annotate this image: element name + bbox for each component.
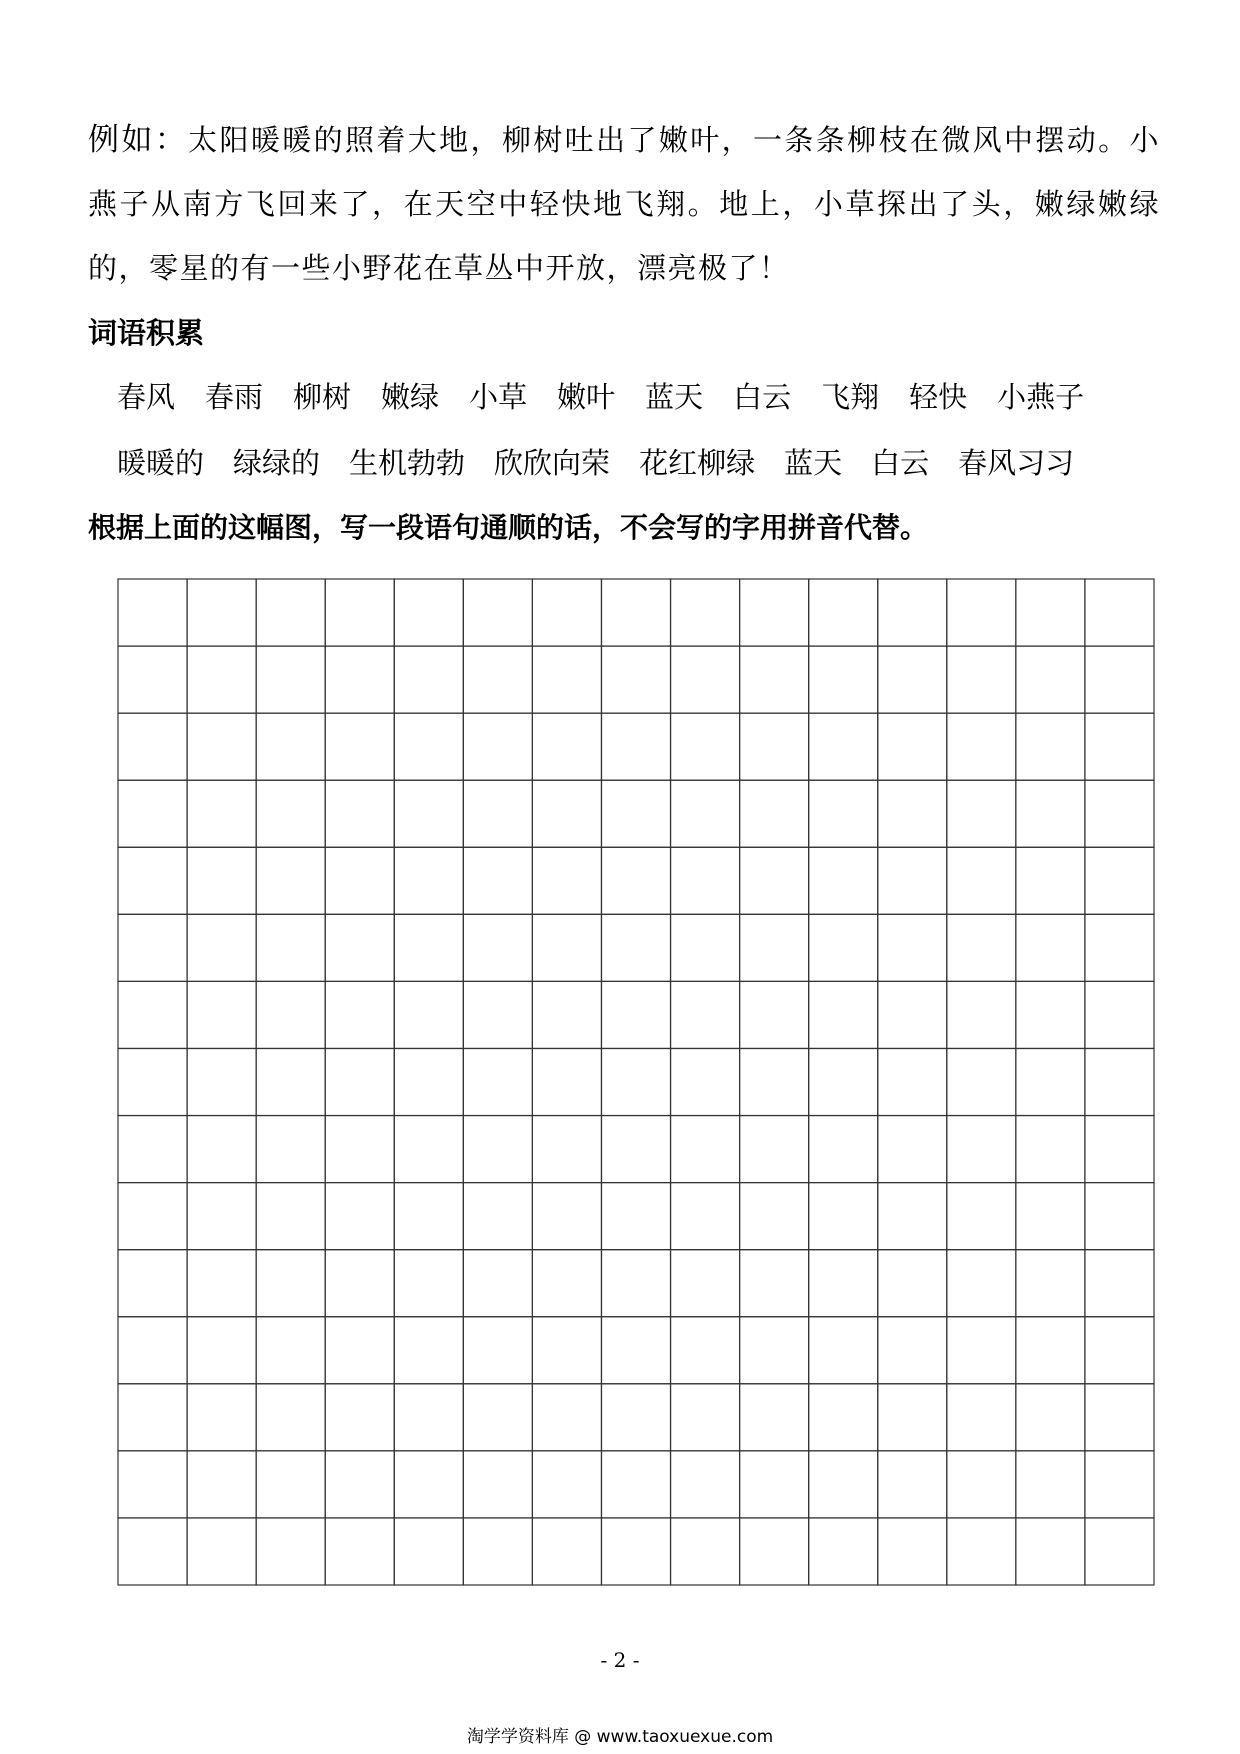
vocab-row-1 — [117, 375, 1114, 419]
example-text: 太阳暖暖的照着大地，柳树吐出了嫩叶，一条条柳枝在微风中摆动。小燕子从南方飞回来了，在天空中轻快地飞翔。地上，小草探出了头，嫩绿嫩绿的，零星的有一些小野花在草丛中开放，漂亮极了！ — [88, 123, 1160, 285]
grid-cell — [947, 914, 1016, 981]
grid-cell — [671, 981, 740, 1048]
grid-cell — [118, 1048, 187, 1115]
grid-cell — [256, 1250, 325, 1317]
grid-cell — [671, 780, 740, 847]
grid-cell — [118, 646, 187, 713]
grid-cell — [601, 1183, 670, 1250]
grid-cell — [256, 713, 325, 780]
grid-cell — [325, 579, 394, 646]
grid-cell — [1085, 579, 1154, 646]
grid-cell — [1016, 847, 1085, 914]
grid-cell — [947, 981, 1016, 1048]
vocab-word: 轻快 — [909, 380, 968, 414]
grid-cell — [463, 1384, 532, 1451]
vocab-heading: 词语积累 — [88, 316, 205, 350]
vocab-word: 春风 — [117, 380, 176, 414]
grid-cell — [671, 1317, 740, 1384]
grid-cell — [463, 1518, 532, 1585]
grid-cell — [878, 646, 947, 713]
grid-cell — [118, 579, 187, 646]
vocab-word: 小草 — [469, 380, 528, 414]
grid-cell — [394, 713, 463, 780]
grid-cell — [394, 1518, 463, 1585]
grid-cell — [463, 1451, 532, 1518]
grid-cell — [671, 646, 740, 713]
grid-cell — [878, 1048, 947, 1115]
grid-cell — [325, 1183, 394, 1250]
grid-cell — [671, 579, 740, 646]
grid-cell — [1085, 1116, 1154, 1183]
grid-cell — [601, 1518, 670, 1585]
grid-cell — [740, 713, 809, 780]
grid-cell — [947, 1384, 1016, 1451]
grid-cell — [118, 1518, 187, 1585]
grid-cell — [740, 1048, 809, 1115]
grid-cell — [740, 1384, 809, 1451]
grid-cell — [809, 914, 878, 981]
vocab-word: 欣欣向荣 — [494, 446, 611, 480]
grid-cell — [1085, 914, 1154, 981]
vocab-word: 飞翔 — [821, 380, 880, 414]
grid-cell — [187, 1183, 256, 1250]
grid-cell — [1085, 847, 1154, 914]
grid-cell — [1016, 914, 1085, 981]
grid-cell — [601, 1451, 670, 1518]
grid-cell — [671, 1116, 740, 1183]
grid-cell — [878, 780, 947, 847]
vocab-word: 嫩叶 — [557, 380, 616, 414]
grid-cell — [532, 1518, 601, 1585]
grid-cell — [394, 981, 463, 1048]
vocab-word: 蓝天 — [645, 380, 704, 414]
writing-instruction: 根据上面的这幅图，写一段语句通顺的话，不会写的字用拼音代替。 — [88, 511, 929, 544]
grid-cell — [118, 1317, 187, 1384]
grid-cell — [1085, 713, 1154, 780]
grid-cell — [878, 1451, 947, 1518]
grid-cell — [809, 1183, 878, 1250]
grid-cell — [532, 713, 601, 780]
grid-cell — [601, 1116, 670, 1183]
grid-cell — [601, 780, 670, 847]
grid-cell — [809, 1048, 878, 1115]
grid-cell — [256, 981, 325, 1048]
grid-cell — [1085, 646, 1154, 713]
grid-cell — [463, 1317, 532, 1384]
grid-cell — [671, 1048, 740, 1115]
grid-cell — [256, 1451, 325, 1518]
grid-cell — [256, 847, 325, 914]
grid-cell — [118, 1451, 187, 1518]
grid-cell — [1016, 579, 1085, 646]
grid-cell — [256, 1048, 325, 1115]
grid-cell — [878, 1518, 947, 1585]
grid-cell — [740, 847, 809, 914]
grid-cell — [256, 914, 325, 981]
grid-cell — [394, 1116, 463, 1183]
grid-cell — [671, 1183, 740, 1250]
grid-cell — [187, 1384, 256, 1451]
grid-cell — [532, 1116, 601, 1183]
grid-cell — [187, 1250, 256, 1317]
grid-cell — [256, 1183, 325, 1250]
grid-cell — [740, 646, 809, 713]
grid-cell — [1085, 1183, 1154, 1250]
grid-cell — [463, 713, 532, 780]
grid-cell — [325, 1451, 394, 1518]
grid-cell — [809, 847, 878, 914]
grid-cell — [532, 579, 601, 646]
grid-cell — [671, 1384, 740, 1451]
grid-cell — [601, 646, 670, 713]
grid-cell — [394, 579, 463, 646]
grid-cell — [1016, 1384, 1085, 1451]
example-paragraph — [88, 108, 1160, 300]
grid-cell — [463, 1116, 532, 1183]
grid-cell — [947, 1116, 1016, 1183]
grid-cell — [532, 1250, 601, 1317]
grid-cell — [947, 1518, 1016, 1585]
grid-cell — [601, 981, 670, 1048]
grid-cell — [325, 914, 394, 981]
vocab-word: 春风习习 — [958, 446, 1075, 480]
grid-cell — [1085, 981, 1154, 1048]
grid-cell — [671, 1518, 740, 1585]
grid-cell — [740, 1183, 809, 1250]
grid-cell — [532, 1317, 601, 1384]
grid-cell — [532, 914, 601, 981]
grid-cell — [532, 1451, 601, 1518]
grid-cell — [394, 914, 463, 981]
grid-cell — [947, 713, 1016, 780]
grid-cell — [878, 1183, 947, 1250]
grid-cell — [947, 780, 1016, 847]
grid-cell — [1016, 780, 1085, 847]
grid-cell — [325, 1518, 394, 1585]
grid-cell — [740, 579, 809, 646]
grid-cell — [740, 780, 809, 847]
vocab-word: 春雨 — [205, 380, 264, 414]
grid-cell — [187, 981, 256, 1048]
grid-cell — [118, 1116, 187, 1183]
vocab-row-2 — [117, 441, 1103, 485]
grid-cell — [532, 1384, 601, 1451]
grid-cell — [1085, 1451, 1154, 1518]
vocab-word: 柳树 — [293, 380, 352, 414]
vocab-word: 蓝天 — [784, 446, 843, 480]
grid-cell — [325, 646, 394, 713]
grid-cell — [463, 914, 532, 981]
grid-cell — [947, 1048, 1016, 1115]
grid-cell — [394, 1317, 463, 1384]
grid-cell — [325, 1384, 394, 1451]
grid-cell — [118, 1384, 187, 1451]
grid-cell — [118, 981, 187, 1048]
vocab-word: 嫩绿 — [381, 380, 440, 414]
grid-cell — [809, 646, 878, 713]
grid-cell — [187, 713, 256, 780]
grid-cell — [671, 847, 740, 914]
grid-cell — [256, 1116, 325, 1183]
grid-cell — [809, 780, 878, 847]
grid-cell — [671, 1250, 740, 1317]
grid-cell — [1085, 1384, 1154, 1451]
grid-cell — [1016, 1317, 1085, 1384]
grid-cell — [1016, 1048, 1085, 1115]
grid-cell — [325, 981, 394, 1048]
grid-cell — [878, 1317, 947, 1384]
grid-cell — [878, 847, 947, 914]
grid-cell — [463, 780, 532, 847]
vocab-word: 白云 — [871, 446, 930, 480]
grid-cell — [394, 1250, 463, 1317]
footer-watermark: 淘学学资料库 @ www.taoxuexue.com — [466, 1727, 774, 1747]
grid-cell — [809, 1451, 878, 1518]
grid-cell — [878, 914, 947, 981]
grid-cell — [532, 847, 601, 914]
grid-cell — [740, 1116, 809, 1183]
grid-cell — [1016, 1250, 1085, 1317]
grid-cell — [601, 579, 670, 646]
grid-cell — [187, 579, 256, 646]
vocab-word: 生机勃勃 — [349, 446, 466, 480]
grid-cell — [118, 1250, 187, 1317]
grid-cell — [187, 646, 256, 713]
grid-cell — [878, 981, 947, 1048]
grid-cell — [118, 713, 187, 780]
grid-cell — [601, 847, 670, 914]
grid-cell — [394, 1183, 463, 1250]
grid-cell — [532, 1048, 601, 1115]
grid-cell — [325, 780, 394, 847]
page-number: - 2 - — [600, 1648, 640, 1672]
vocab-word: 小燕子 — [997, 380, 1085, 414]
grid-cell — [1085, 1317, 1154, 1384]
grid-cell — [947, 1183, 1016, 1250]
grid-cell — [1016, 713, 1085, 780]
grid-cell — [740, 914, 809, 981]
grid-cell — [463, 1048, 532, 1115]
grid-cell — [463, 847, 532, 914]
grid-cell — [256, 780, 325, 847]
grid-cell — [463, 1250, 532, 1317]
grid-cell — [1085, 1048, 1154, 1115]
grid-cell — [187, 780, 256, 847]
grid-cell — [463, 981, 532, 1048]
grid-cell — [601, 1317, 670, 1384]
grid-cell — [740, 1451, 809, 1518]
grid-cell — [671, 713, 740, 780]
grid-cell — [187, 1451, 256, 1518]
grid-cell — [256, 1384, 325, 1451]
grid-cell — [187, 1317, 256, 1384]
grid-cell — [187, 1048, 256, 1115]
vocab-word: 花红柳绿 — [639, 446, 756, 480]
grid-cell — [118, 847, 187, 914]
grid-cell — [532, 780, 601, 847]
grid-cell — [809, 1317, 878, 1384]
grid-cell — [187, 914, 256, 981]
grid-cell — [118, 780, 187, 847]
grid-cell — [601, 1048, 670, 1115]
grid-cell — [671, 1451, 740, 1518]
grid-cell — [256, 1317, 325, 1384]
grid-cell — [1016, 1451, 1085, 1518]
grid-cell — [325, 1250, 394, 1317]
vocab-word: 暖暖的 — [117, 446, 205, 480]
vocab-word: 白云 — [733, 380, 792, 414]
grid-cell — [532, 1183, 601, 1250]
writing-grid — [117, 578, 1157, 1588]
grid-cell — [601, 914, 670, 981]
grid-cell — [1016, 1183, 1085, 1250]
grid-cell — [947, 1250, 1016, 1317]
grid-cell — [187, 847, 256, 914]
grid-cell — [671, 914, 740, 981]
grid-cell — [601, 1250, 670, 1317]
grid-cell — [325, 1048, 394, 1115]
grid-cell — [532, 646, 601, 713]
grid-cell — [394, 780, 463, 847]
example-lead: 例如： — [88, 122, 189, 158]
grid-cell — [463, 1183, 532, 1250]
grid-cell — [947, 646, 1016, 713]
grid-cell — [394, 847, 463, 914]
grid-cell — [809, 1116, 878, 1183]
grid-cell — [256, 579, 325, 646]
grid-cell — [878, 713, 947, 780]
grid-cell — [947, 579, 1016, 646]
grid-cell — [601, 713, 670, 780]
grid-cell — [394, 1451, 463, 1518]
grid-cell — [256, 646, 325, 713]
grid-cell — [878, 579, 947, 646]
grid-cell — [325, 713, 394, 780]
grid-cell — [325, 1116, 394, 1183]
grid-cell — [394, 1384, 463, 1451]
grid-cell — [878, 1384, 947, 1451]
grid-cell — [325, 1317, 394, 1384]
grid-cell — [740, 1250, 809, 1317]
grid-cell — [463, 579, 532, 646]
grid-cell — [740, 1518, 809, 1585]
grid-cell — [878, 1250, 947, 1317]
grid-cell — [809, 981, 878, 1048]
grid-cell — [740, 1317, 809, 1384]
grid-cell — [1085, 780, 1154, 847]
grid-cell — [463, 646, 532, 713]
grid-cell — [187, 1518, 256, 1585]
grid-cell — [187, 1116, 256, 1183]
grid-cell — [1016, 1518, 1085, 1585]
grid-cell — [809, 1250, 878, 1317]
grid-cell — [118, 1183, 187, 1250]
grid-cell — [1085, 1518, 1154, 1585]
grid-cell — [325, 847, 394, 914]
grid-cell — [532, 981, 601, 1048]
grid-cell — [740, 981, 809, 1048]
grid-cell — [1085, 1250, 1154, 1317]
grid-cell — [947, 847, 1016, 914]
vocab-word: 绿绿的 — [233, 446, 321, 480]
grid-cell — [394, 1048, 463, 1115]
grid-cell — [809, 1518, 878, 1585]
grid-cell — [1016, 1116, 1085, 1183]
grid-cell — [601, 1384, 670, 1451]
grid-cell — [809, 713, 878, 780]
grid-cell — [809, 579, 878, 646]
grid-cell — [394, 646, 463, 713]
grid-cell — [947, 1451, 1016, 1518]
grid-cell — [947, 1317, 1016, 1384]
grid-cell — [809, 1384, 878, 1451]
grid-cell — [1016, 646, 1085, 713]
grid-cell — [118, 914, 187, 981]
grid-cell — [1016, 981, 1085, 1048]
grid-cell — [878, 1116, 947, 1183]
grid-cell — [256, 1518, 325, 1585]
